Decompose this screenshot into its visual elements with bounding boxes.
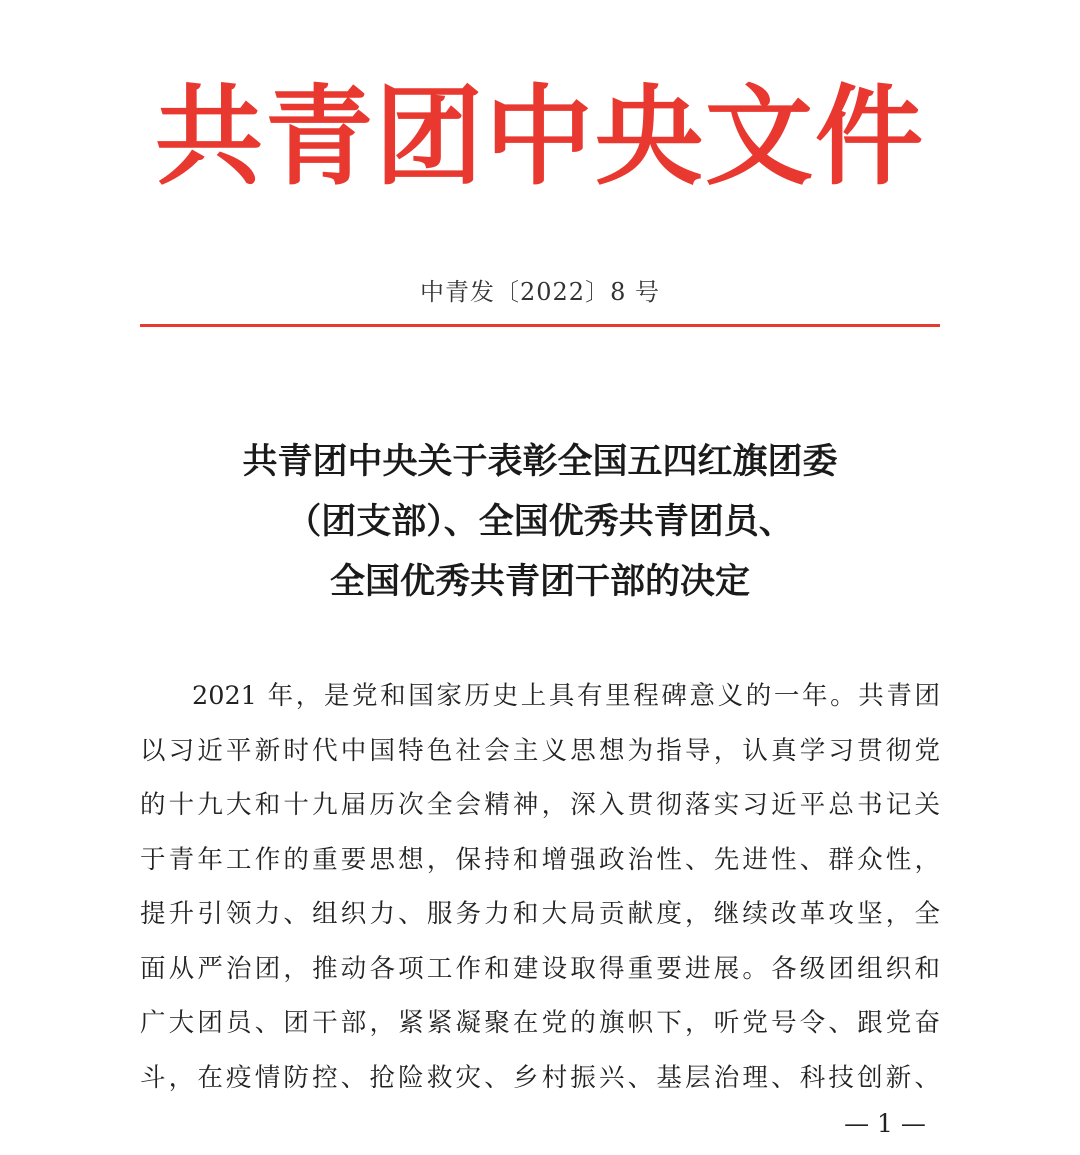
body-paragraph-line: 于青年工作的重要思想，保持和增强政治性、先进性、群众性，: [140, 844, 940, 875]
title-line: （团支部）、全国优秀共青团员、: [286, 501, 794, 542]
document-masthead: 共青团中央文件: [154, 74, 925, 200]
body-paragraph-line: 斗，在疫情防控、抢险救灾、乡村振兴、基层治理、科技创新、: [140, 1062, 940, 1093]
document-title: [100, 432, 980, 612]
body-paragraph-line: 以习近平新时代中国特色社会主义思想为指导，认真学习贯彻党: [140, 735, 940, 766]
title-line: 全国优秀共青团干部的决定: [329, 561, 750, 602]
document-number: 中青发〔2022〕8 号: [420, 278, 660, 306]
page-number: — 1 —: [844, 1109, 926, 1138]
title-line: 共青团中央关于表彰全国五四红旗团委: [242, 441, 838, 482]
body-paragraph-line: 2021 年，是党和国家历史上具有里程碑意义的一年。共青团: [192, 681, 940, 711]
red-divider-line: [140, 324, 940, 327]
body-paragraph-line: 广大团员、团干部，紧紧凝聚在党的旗帜下，听党号令、跟党奋: [140, 1008, 940, 1038]
body-paragraph-line: 的十九大和十九届历次全会精神，深入贯彻落实习近平总书记关: [140, 790, 940, 820]
body-paragraph-line: 提升引领力、组织力、服务力和大局贡献度，继续改革攻坚，全: [140, 899, 940, 929]
document-body: [140, 669, 940, 1105]
body-paragraph-line: 面从严治团，推动各项工作和建设取得重要进展。各级团组织和: [140, 953, 940, 984]
